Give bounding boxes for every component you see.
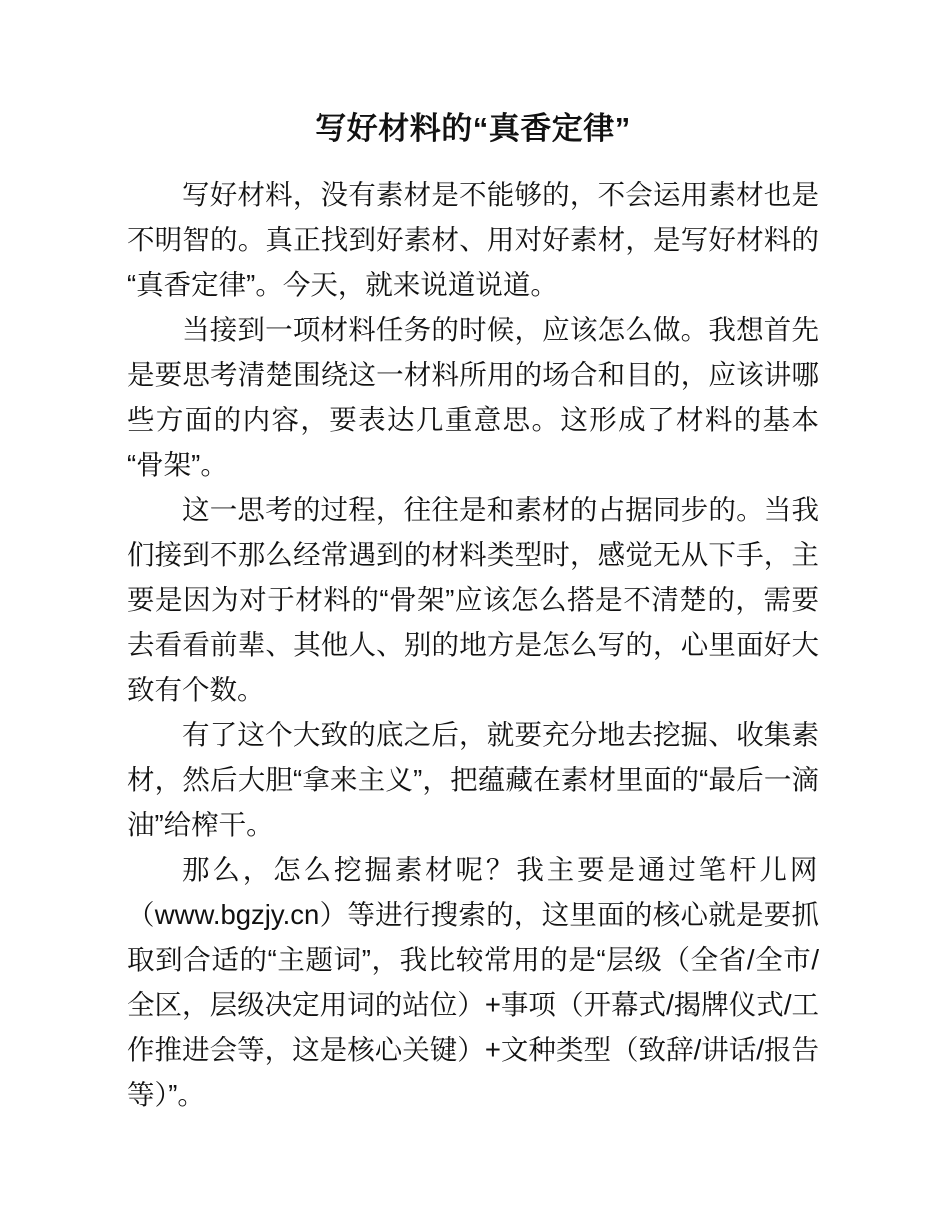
- document-content-column: [127, 0, 819, 1117]
- page-title: 写好材料的“真香定律”: [315, 111, 631, 146]
- paragraph-1: 写好材料，没有素材是不能够的，不会运用素材也是不明智的。真正找到好素材、用对好素材，是写好材料的“真香定律”。今天，就来说道说道。: [127, 178, 819, 300]
- paragraph-5: 那么，怎么挖掘素材呢？我主要是通过笔杆儿网（www.bgzjy.cn）等进行搜索的，这里面的核心就是要抓取到合适的“主题词”，我比较常用的是“层级（全省/全市/全区，层级决定用词的站位）+事项（开幕式/揭牌仪式/工作推进会等，这是核心关键）+文种类型（致辞/讲话/报告等）”。: [127, 853, 819, 1110]
- document-body: [127, 172, 819, 1117]
- paragraph-2: 当接到一项材料任务的时候，应该怎么做。我想首先是要思考清楚围绕这一材料所用的场合和目的，应该讲哪些方面的内容，要表达几重意思。这形成了材料的基本“骨架”。: [127, 313, 819, 480]
- paragraph-3: 这一思考的过程，往往是和素材的占据同步的。当我们接到不那么经常遇到的材料类型时，感觉无从下手，主要是因为对于材料的“骨架”应该怎么搭是不清楚的，需要去看看前辈、其他人、别的地方是怎么写的，心里面好大致有个数。: [127, 493, 819, 705]
- paragraph-4: 有了这个大致的底之后，就要充分地去挖掘、收集素材，然后大胆“拿来主义”，把蕴藏在素材里面的“最后一滴油”给榨干。: [127, 718, 819, 840]
